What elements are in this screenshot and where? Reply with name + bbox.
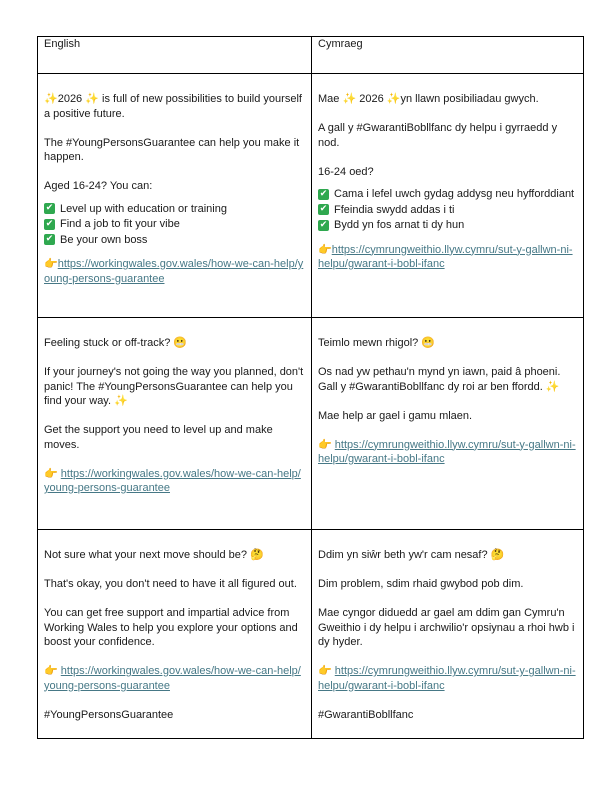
backhand-index-pointing-right-icon: 👉 (318, 437, 332, 451)
en-3-link-line (44, 664, 305, 693)
sparkles-icon: ✨ (114, 394, 128, 407)
cymru-n-gweithio-link[interactable]: https://cymrungweithio.llyw.cymru/sut-y-gallwn-ni-helpu/gwarant-i-bobl-ifanc (318, 665, 576, 692)
check-mark-button-icon: ✔ (319, 204, 328, 214)
check-mark-button-icon: ✔ (319, 188, 328, 199)
cy-3-link-line (318, 664, 577, 693)
working-wales-link[interactable]: https://workingwales.gov.wales/how-we-can-help/young-persons-guarantee (44, 258, 304, 285)
en-3-para-2: You can get free support and impartial advice from Working Wales to help you explore your options and boost your confidence. (44, 607, 298, 648)
check-item: ✔ Bydd yn fos arnat ti dy hun (319, 219, 465, 231)
grimacing-face-icon: 😬 (421, 336, 436, 349)
cy-2-link-line (318, 438, 577, 467)
check-item: ✔ Cama i lefel uwch gydag addysg neu hyfforddiant (319, 188, 575, 200)
cy-3-hashtag: #GwarantiBobllfanc (318, 708, 414, 721)
en-1-intro: ✨2026 ✨ is full of new possibilities to build yourself a positive future. (44, 92, 302, 120)
cy-1-intro: Mae ✨ 2026 ✨yn llawn posibiliadau gwych. (318, 92, 539, 105)
thinking-face-icon: 🤔 (250, 548, 264, 561)
check-mark-button-icon: ✔ (45, 203, 54, 213)
check-mark-button-icon: ✔ (45, 234, 54, 244)
check-item: ✔ Level up with education or training (45, 202, 227, 215)
cy-1-para: A gall y #GwarantiBobllfanc dy helpu i gyrraedd y nod. (318, 122, 558, 149)
en-3-intro: Not sure what your next move should be? 🤔 (44, 548, 264, 561)
cy-1-question: 16-24 oed? (318, 165, 374, 178)
bilingual-post-table (37, 36, 584, 739)
cell-cy-2 (312, 318, 584, 530)
header-cymraeg: Cymraeg (312, 37, 584, 74)
en-2-para-2: Get the support you need to level up and make moves. (44, 424, 273, 451)
check-mark-button-icon: ✔ (45, 218, 54, 229)
check-item: ✔ Find a job to fit your vibe (45, 218, 180, 230)
en-2-intro: Feeling stuck or off-track? 😬 (44, 336, 188, 349)
sparkles-icon: ✨ (85, 92, 99, 105)
cell-cy-3 (312, 530, 584, 739)
cell-en-2 (38, 318, 312, 530)
working-wales-link[interactable]: https://workingwales.gov.wales/how-we-can-help/young-persons-guarantee (44, 665, 301, 692)
cy-1-link-line (318, 243, 577, 272)
backhand-index-pointing-right-icon: 👉 (44, 257, 58, 270)
check-item: ✔ Be your own boss (45, 233, 148, 246)
check-mark-button-icon: ✔ (319, 219, 328, 230)
sparkles-icon: ✨ (342, 92, 357, 105)
en-3-para: That's okay, you don't need to have it all figured out. (44, 578, 297, 590)
cell-en-3 (38, 530, 312, 739)
header-english: English (38, 37, 312, 74)
sparkles-icon: ✨ (386, 92, 401, 105)
backhand-index-pointing-right-icon: 👉 (318, 242, 332, 256)
en-3-hashtag: #YoungPersonsGuarantee (44, 708, 174, 721)
cy-3-para: Dim problem, sdim rhaid gwybod pob dim. (318, 578, 524, 590)
en-2-para: If your journey's not going the way you planned, don't panic! The #YoungPersonsGuarantee can help you find your way. ✨ (44, 366, 304, 407)
cy-2-para: Os nad yw pethau'n mynd yn iawn, paid â phoeni. Gall y #GwarantiBobllfanc dy roi ar ben ffordd. ✨ (318, 366, 561, 393)
backhand-index-pointing-right-icon: 👉 (318, 664, 332, 677)
cy-3-para-2: Mae cyngor diduedd ar gael am ddim gan Cymru'n Gweithio i dy helpu i archwilio'r opsiynau a rhoi hwb i dy hyder. (318, 607, 575, 648)
cell-cy-1 (312, 74, 584, 318)
en-1-para: The #YoungPersonsGuarantee can help you make it happen. (44, 136, 300, 163)
cy-2-intro: Teimlo mewn rhigol? 😬 (318, 336, 436, 349)
cell-en-1 (38, 74, 312, 318)
backhand-index-pointing-right-icon: 👉 (44, 466, 58, 480)
en-1-question: Aged 16-24? You can: (44, 180, 153, 192)
grimacing-face-icon: 😬 (173, 336, 188, 349)
sparkles-icon: ✨ (44, 92, 58, 105)
backhand-index-pointing-right-icon: 👉 (44, 664, 58, 677)
sparkles-icon: ✨ (545, 379, 560, 393)
cymru-n-gweithio-link[interactable]: https://cymrungweithio.llyw.cymru/sut-y-gallwn-ni-helpu/gwarant-i-bobl-ifanc (318, 438, 576, 465)
cymru-n-gweithio-link[interactable]: https://cymrungweithio.llyw.cymru/sut-y-gallwn-ni-helpu/gwarant-i-bobl-ifanc (318, 243, 573, 270)
thinking-face-icon: 🤔 (490, 548, 505, 561)
check-item: ✔ Ffeindia swydd addas i ti (319, 203, 455, 216)
working-wales-link[interactable]: https://workingwales.gov.wales/how-we-can-help/young-persons-guarantee (44, 467, 301, 494)
en-1-link-line (44, 257, 305, 286)
en-2-link-line (44, 467, 305, 496)
cy-3-intro: Ddim yn siŵr beth yw'r cam nesaf? 🤔 (318, 548, 505, 561)
cy-2-para-2: Mae help ar gael i gamu mlaen. (318, 409, 473, 422)
